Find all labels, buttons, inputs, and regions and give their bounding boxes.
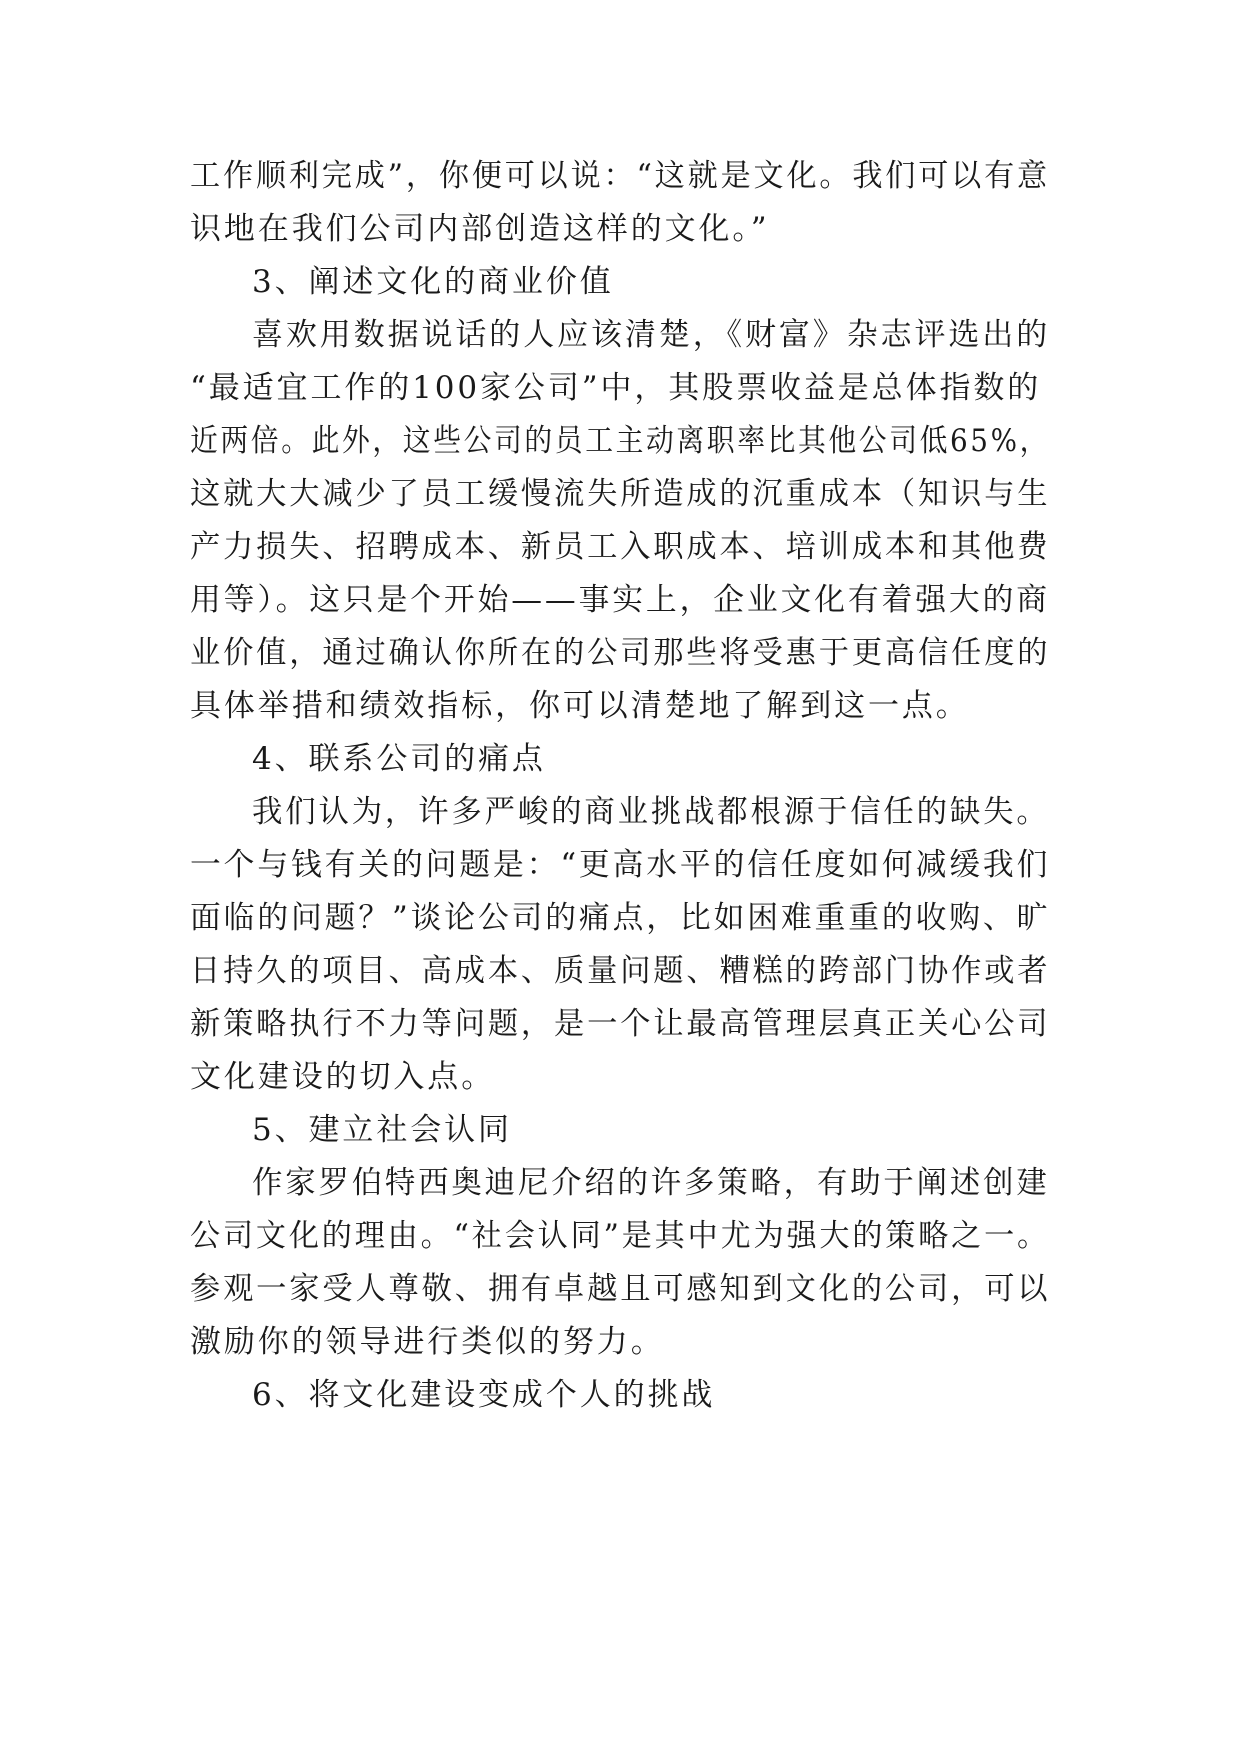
- paragraph-first-line: 喜欢用数据说话的人应该清楚，《财富》杂志评选出的: [252, 317, 1051, 353]
- body-line: 日持久的项目、高成本、质量问题、糟糕的跨部门协作或者: [190, 953, 1051, 989]
- body-line: 面临的问题？”谈论公司的痛点，比如困难重重的收购、旷: [190, 900, 1051, 936]
- body-line: “最适宜工作的100家公司”中，其股票收益是总体指数的: [190, 370, 1042, 406]
- body-line: 激励你的领导进行类似的努力。: [190, 1324, 665, 1360]
- body-line: 产力损失、招聘成本、新员工入职成本、培训成本和其他费: [190, 529, 1051, 565]
- body-line: 工作顺利完成”，你便可以说：“这就是文化。我们可以有意: [190, 158, 1050, 194]
- section-heading: 4、联系公司的痛点: [252, 741, 546, 777]
- body-line: 这就大大减少了员工缓慢流失所造成的沉重成本（知识与生: [190, 476, 1051, 512]
- paragraph-first-line: 作家罗伯特西奥迪尼介绍的许多策略，有助于阐述创建: [252, 1165, 1050, 1201]
- body-line: 具体举措和绩效指标，你可以清楚地了解到这一点。: [190, 688, 970, 724]
- body-line: 用等）。这只是个开始——事实上，企业文化有着强大的商: [190, 582, 1050, 618]
- body-line: 参观一家受人尊敬、拥有卓越且可感知到文化的公司，可以: [190, 1271, 1051, 1307]
- paragraph-first-line: 我们认为，许多严峻的商业挑战都根源于信任的缺失。: [252, 794, 1050, 830]
- body-line: 文化建设的切入点。: [190, 1059, 496, 1095]
- body-line: 公司文化的理由。“社会认同”是其中尤为强大的策略之一。: [190, 1218, 1050, 1254]
- section-heading: 3、阐述文化的商业价值: [252, 264, 614, 300]
- body-line: 识地在我们公司内部创造这样的文化。”: [190, 211, 770, 247]
- body-line: 近两倍。此外，这些公司的员工主动离职率比其他公司低65%，: [190, 423, 1050, 459]
- body-line: 业价值，通过确认你所在的公司那些将受惠于更高信任度的: [190, 635, 1051, 671]
- section-heading: 6、将文化建设变成个人的挑战: [252, 1377, 716, 1413]
- body-line: 新策略执行不力等问题，是一个让最高管理层真正关心公司: [190, 1006, 1051, 1042]
- body-line: 一个与钱有关的问题是：“更高水平的信任度如何减缓我们: [190, 847, 1051, 883]
- section-heading: 5、建立社会认同: [252, 1112, 512, 1148]
